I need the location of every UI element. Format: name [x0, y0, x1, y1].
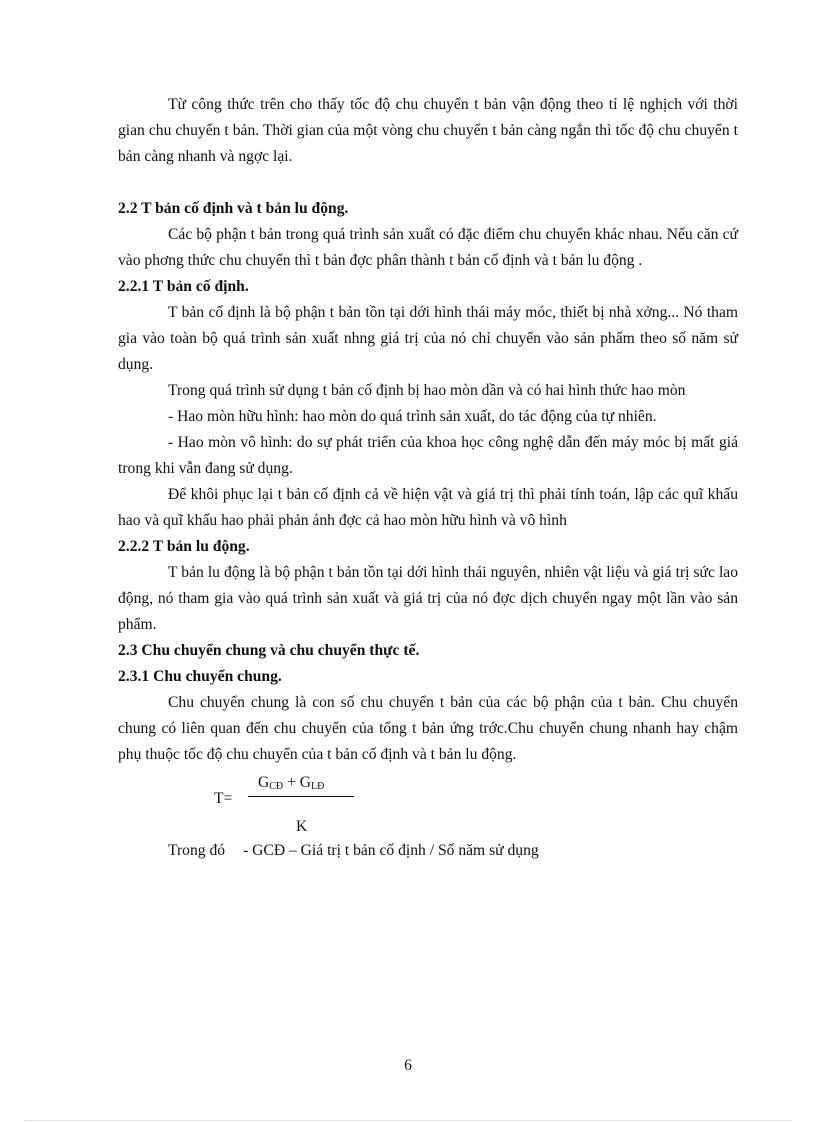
heading-2-2: 2.2 T bản cố định và t bản lu động.: [118, 200, 349, 217]
heading-2-3-1: 2.3.1 Chu chuyển chung.: [118, 668, 282, 685]
paragraph-2-2: Các bộ phận t bản trong quá trình sản xuất có đặc điểm chu chuyển khác nhau. Nếu căn cứ vào phơng thức chu chuyển thì t bản đợc phân thành t bản cố định và t bản lu động .: [118, 226, 738, 269]
paragraph-circulating-capital: T bản lu động là bộ phận t bản tồn tại dới hình thái nguyên, nhiên vật liệu và giá trị sức lao động, nó tham gia vào quá trình sản xuất và giá trị của nó đợc dịch chuyển ngay một lần vào sản phẩm.: [118, 564, 738, 633]
page-bottom-rule: [24, 1120, 792, 1121]
formula-denominator: K: [296, 818, 308, 835]
paragraph-general-turnover: Chu chuyển chung là con số chu chuyển t bản của các bộ phận của t bản. Chu chuyển chung có liên quan đến chu chuyển của tổng t bản ứng trớc.Chu chuyển chung nhanh hay chậm phụ thuộc tốc độ chu chuyển của t bản cố định và t bản lu động.: [118, 694, 738, 763]
paragraph-fixed-capital: T bản cố định là bộ phận t bản tồn tại dới hình thái máy móc, thiết bị nhà xởng... Nó tham gia vào toàn bộ quá trình sản xuất nhng giá trị của nó chỉ chuyển vào sản phẩm theo số năm sử dụng.: [118, 304, 738, 373]
where-text: - GCĐ – Giá trị t bản cố định / Số năm sử dụng: [243, 842, 539, 859]
heading-2-2-1: 2.2.1 T bản cố định.: [118, 278, 249, 295]
formula-legend: [168, 838, 738, 864]
document-body: [118, 92, 738, 864]
where-label: Trong đó: [168, 842, 226, 859]
paragraph-recovery: Để khôi phục lại t bản cố định cả về hiện vật và giá trị thì phải tính toán, lập các quĩ khấu hao và quĩ khấu hao phải phản ánh đợc cả hao mòn hữu hình và vô hình: [118, 486, 738, 529]
paragraph-intro: Từ công thức trên cho thấy tốc độ chu chuyển t bản vận động theo tỉ lệ nghịch với thời gian chu chuyển t bản. Thời gian của một vòng chu chuyển t bản càng ngắn thì tốc độ chu chuyển t bản càng nhanh và ngợc lại.: [118, 96, 738, 165]
formula-numerator: $G_{CĐ} + G_{LĐ}$: [258, 774, 325, 792]
paragraph-intangible-wear: - Hao mòn vô hình: do sự phát triển của khoa học công nghệ dẫn đến máy móc bị mất giá trong khi vẫn đang sử dụng.: [118, 434, 738, 477]
formula-lhs: T=: [214, 790, 233, 807]
paragraph-depreciation: Trong quá trình sử dụng t bản cố định bị hao mòn dần và có hai hình thức hao mòn: [168, 382, 686, 399]
page-number: 6: [404, 1057, 412, 1074]
fraction-bar: [248, 796, 354, 797]
heading-2-2-2: 2.2.2 T bản lu động.: [118, 538, 250, 555]
turnover-formula: [118, 774, 738, 838]
heading-2-3: 2.3 Chu chuyển chung và chu chuyển thực tế.: [118, 642, 420, 659]
paragraph-tangible-wear: - Hao mòn hữu hình: hao mòn do quá trình sản xuất, do tác động của tự nhiên.: [168, 408, 657, 425]
